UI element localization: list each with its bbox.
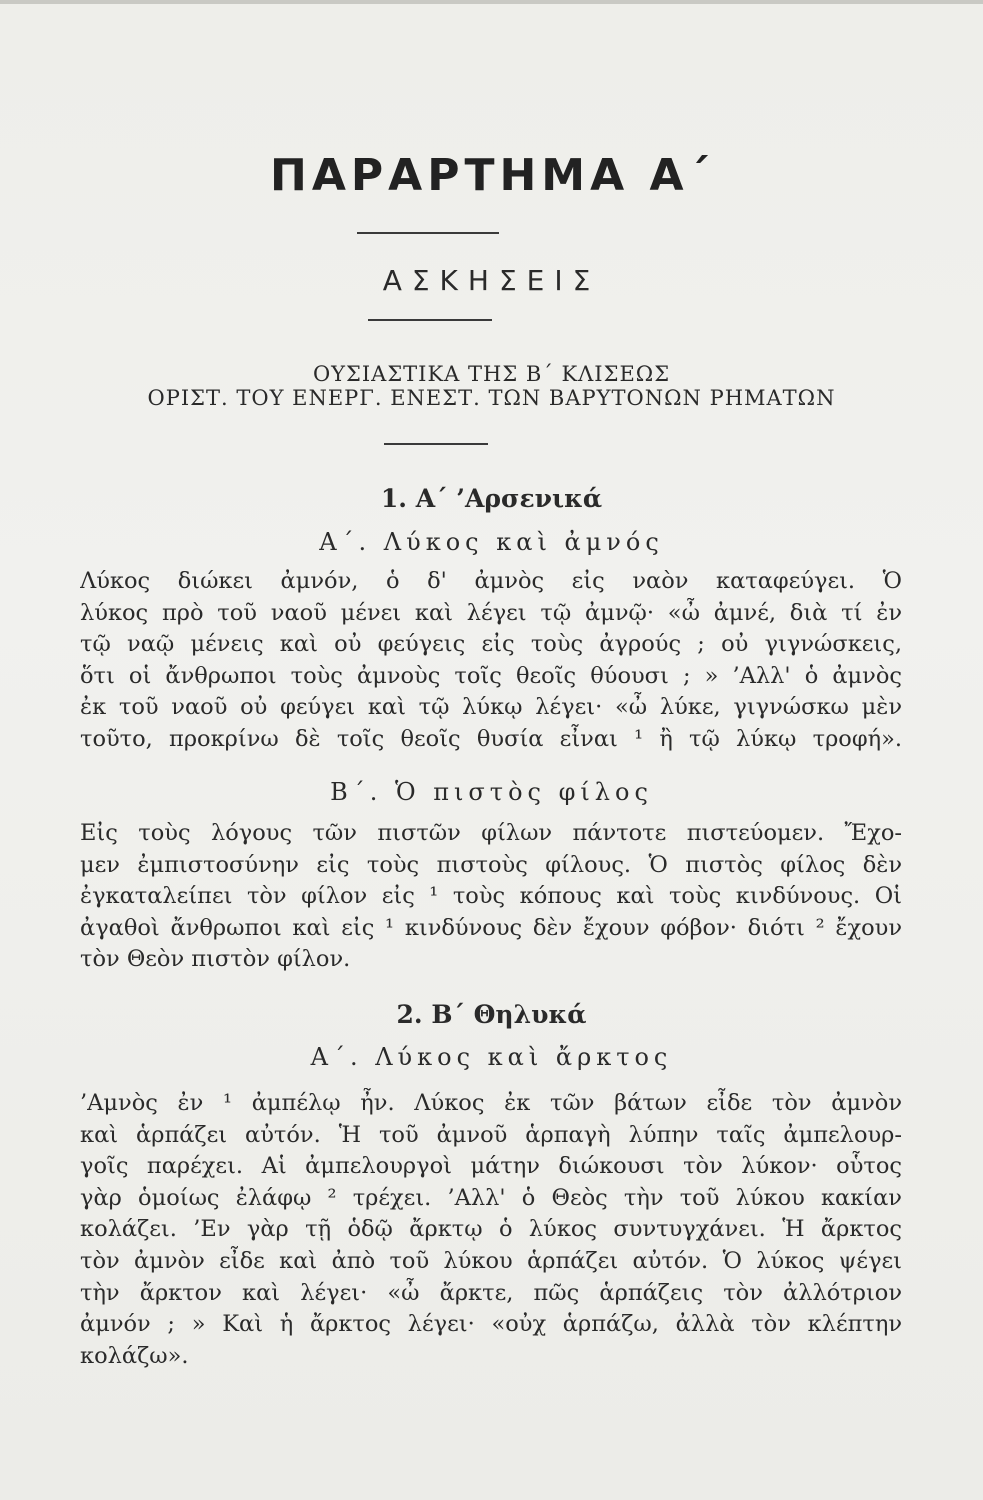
divider-rule bbox=[368, 319, 492, 321]
story-paragraph bbox=[80, 566, 902, 756]
text-line: γοῖς παρέχει. Αἱ ἀμπελουργοὶ μάτην διώκουσι τὸν λύκον· οὗτος bbox=[80, 1153, 902, 1180]
text-line: κολάζει. ’Εν γὰρ τῇ ὁδῷ ἄρκτῳ ὁ λύκος συντυγχάνει. Ἡ ἄρκτος bbox=[80, 1216, 902, 1243]
subtitle-line: ΟΥΣΙΑΣΤΙΚΑ ΤΗΣ Β΄ ΚΛΙΣΕΩΣ bbox=[312, 362, 671, 386]
text-line: μεν ἐμπιστοσύνην εἰς τοὺς πιστοὺς φίλους. Ὁ πιστὸς φίλος δὲν bbox=[80, 851, 902, 878]
chapter-heading: 1. Α΄ ’Αρσενικά bbox=[380, 484, 603, 513]
text-line: τὸν Θεὸν πιστὸν φίλον. bbox=[80, 946, 351, 973]
text-line: ἐγκαταλείπει τὸν φίλον εἰς ¹ τοὺς κόπους καὶ τοὺς κινδύνους. Οἱ bbox=[80, 883, 902, 910]
divider-rule bbox=[357, 232, 499, 234]
text-line: ἀγαθοὶ ἄνθρωποι καὶ εἰς ¹ κινδύνους δὲν ἔχουν φόβον· διότι ² ἔχουν bbox=[80, 914, 902, 941]
text-line: γὰρ ὁμοίως ἐλάφῳ ² τρέχει. ’Αλλ' ὁ Θεὸς τὴν τοῦ λύκου κακίαν bbox=[80, 1184, 902, 1211]
text-line: τὸν ἀμνὸν εἶδε καὶ ἀπὸ τοῦ λύκου ἁρπάζει αὐτόν. Ὁ λύκος ψέγει bbox=[80, 1247, 902, 1274]
text-line: Εἰς τοὺς λόγους τῶν πιστῶν φίλων πάντοτε πιστεύομεν. Ἔχο- bbox=[80, 820, 902, 846]
text-line: τὴν ἄρκτον καὶ λέγει· «ὦ ἄρκτε, πῶς ἁρπάζεις τὸν ἀλλότριον bbox=[80, 1279, 902, 1306]
text-line: κολάζω». bbox=[80, 1342, 189, 1369]
page-top-edge bbox=[0, 0, 983, 4]
chapter-heading: 2. Β΄ Θηλυκά bbox=[396, 1000, 587, 1029]
section-title: ΑΣΚΗΣΕΙΣ bbox=[382, 264, 601, 297]
story-title: Α΄. Λύκος καὶ ἄρκτος bbox=[310, 1043, 673, 1071]
text-line: ὅτι οἱ ἄνθρωποι τοὺς ἀμνοὺς τοῖς θεοῖς θύουσι ; » ’Αλλ' ὁ ἀμνὸς bbox=[80, 662, 902, 689]
story-title: Α΄. Λύκος καὶ ἀμνός bbox=[319, 528, 664, 556]
part-title: ΠΑΡΑΡΤΗΜΑ Α΄ bbox=[270, 150, 713, 201]
divider-rule bbox=[384, 443, 488, 445]
text-line: ’Αμνὸς ἐν ¹ ἀμπέλῳ ἦν. Λύκος ἐκ τῶν βάτων εἶδε τὸν ἀμνὸν bbox=[80, 1090, 902, 1116]
story-paragraph bbox=[80, 818, 902, 976]
text-line: τῷ ναῷ μένεις καὶ οὐ φεύγεις εἰς τοὺς ἀγρούς ; οὐ γιγνώσκεις, bbox=[80, 631, 902, 658]
text-line: λύκος πρὸ τοῦ ναοῦ μένει καὶ λέγει τῷ ἀμνῷ· «ὦ ἀμνέ, διὰ τί ἐν bbox=[80, 599, 902, 626]
text-line: καὶ ἁρπάζει αὐτόν. Ἡ τοῦ ἀμνοῦ ἁρπαγὴ λύπην ταῖς ἀμπελουρ- bbox=[80, 1121, 902, 1148]
subtitle-line: ΟΡΙΣΤ. ΤΟΥ ΕΝΕΡΓ. ΕΝΕΣΤ. ΤΩΝ ΒΑΡΥΤΟΝΩΝ ΡΗΜΑΤΩΝ bbox=[147, 386, 836, 410]
text-line: ἐκ τοῦ ναοῦ οὐ φεύγει καὶ τῷ λύκῳ λέγει· «ὦ λύκε, γιγνώσκω μὲν bbox=[80, 694, 902, 721]
text-line: Λύκος διώκει ἀμνόν, ὁ δ' ἀμνὸς εἰς ναὸν καταφεύγει. Ὁ bbox=[80, 568, 902, 594]
text-line: ἀμνόν ; » Καὶ ἡ ἄρκτος λέγει· «οὐχ ἁρπάζω, ἀλλὰ τὸν κλέπτην bbox=[80, 1311, 902, 1338]
story-paragraph bbox=[80, 1088, 902, 1372]
text-line: τοῦτο, προκρίνω δὲ τοῖς θεοῖς θυσία εἶναι ¹ ἢ τῷ λύκῳ τροφή». bbox=[80, 725, 902, 752]
story-title: Β΄. Ὁ πιστὸς φίλος bbox=[330, 778, 653, 806]
